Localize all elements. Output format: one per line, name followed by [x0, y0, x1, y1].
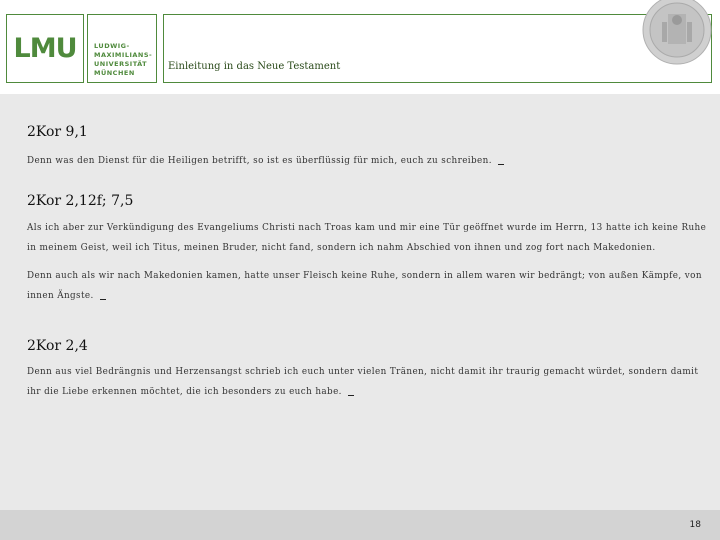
- slide-footer: [0, 510, 720, 540]
- slide-title: Einleitung in das Neue Testament: [168, 61, 341, 72]
- paragraph-text: Als ich aber zur Verkündigung des Evangeliums Christi nach Troas kam und mir eine Tür geöffnet wurde im Herrn, 13 hatte ich keine Ruhe in meinem Geist, weil ich Titus, meinen Bruder, nicht fand, sondern ich nahm Abschied von ihnen und zog fort nach Makedonien.: [27, 223, 707, 253]
- logo-text: LMU: [13, 33, 77, 64]
- section-paragraph: [27, 266, 707, 306]
- university-name-box: [87, 14, 157, 83]
- university-name-line: UNIVERSITÄT: [94, 60, 148, 68]
- university-seal-icon: [640, 0, 714, 66]
- link-arrow-icon[interactable]: [498, 158, 504, 165]
- section-heading: 2Kor 9,1: [27, 124, 88, 140]
- university-name-line: MAXIMILIANS-: [94, 51, 153, 59]
- university-name-line: MÜNCHEN: [94, 69, 135, 77]
- section-paragraph: [27, 362, 707, 402]
- section-heading: 2Kor 2,12f; 7,5: [27, 193, 134, 209]
- title-box: [163, 14, 712, 83]
- page-number: 18: [689, 520, 701, 530]
- university-name-line: LUDWIG-: [94, 42, 130, 50]
- paragraph-text: Denn auch als wir nach Makedonien kamen, hatte unser Fleisch keine Ruhe, sondern in allem waren wir bedrängt; von außen Kämpfe, von innen Ängste.: [27, 271, 702, 301]
- slide-header: [0, 0, 720, 94]
- lmu-logo: [6, 14, 84, 83]
- section-heading: 2Kor 2,4: [27, 338, 88, 354]
- paragraph-text: Denn aus viel Bedrängnis und Herzensangst schrieb ich euch unter vielen Tränen, nicht damit ihr traurig gemacht würdet, sondern damit ihr die Liebe erkennen möchtet, die ich besonders zu euch habe.: [27, 367, 699, 397]
- section-paragraph: [27, 151, 707, 171]
- link-arrow-icon[interactable]: [348, 389, 354, 396]
- paragraph-text: Denn was den Dienst für die Heiligen betrifft, so ist es überflüssig für mich, euch zu schreiben.: [27, 156, 492, 166]
- link-arrow-icon[interactable]: [100, 293, 106, 300]
- section-paragraph: [27, 218, 707, 258]
